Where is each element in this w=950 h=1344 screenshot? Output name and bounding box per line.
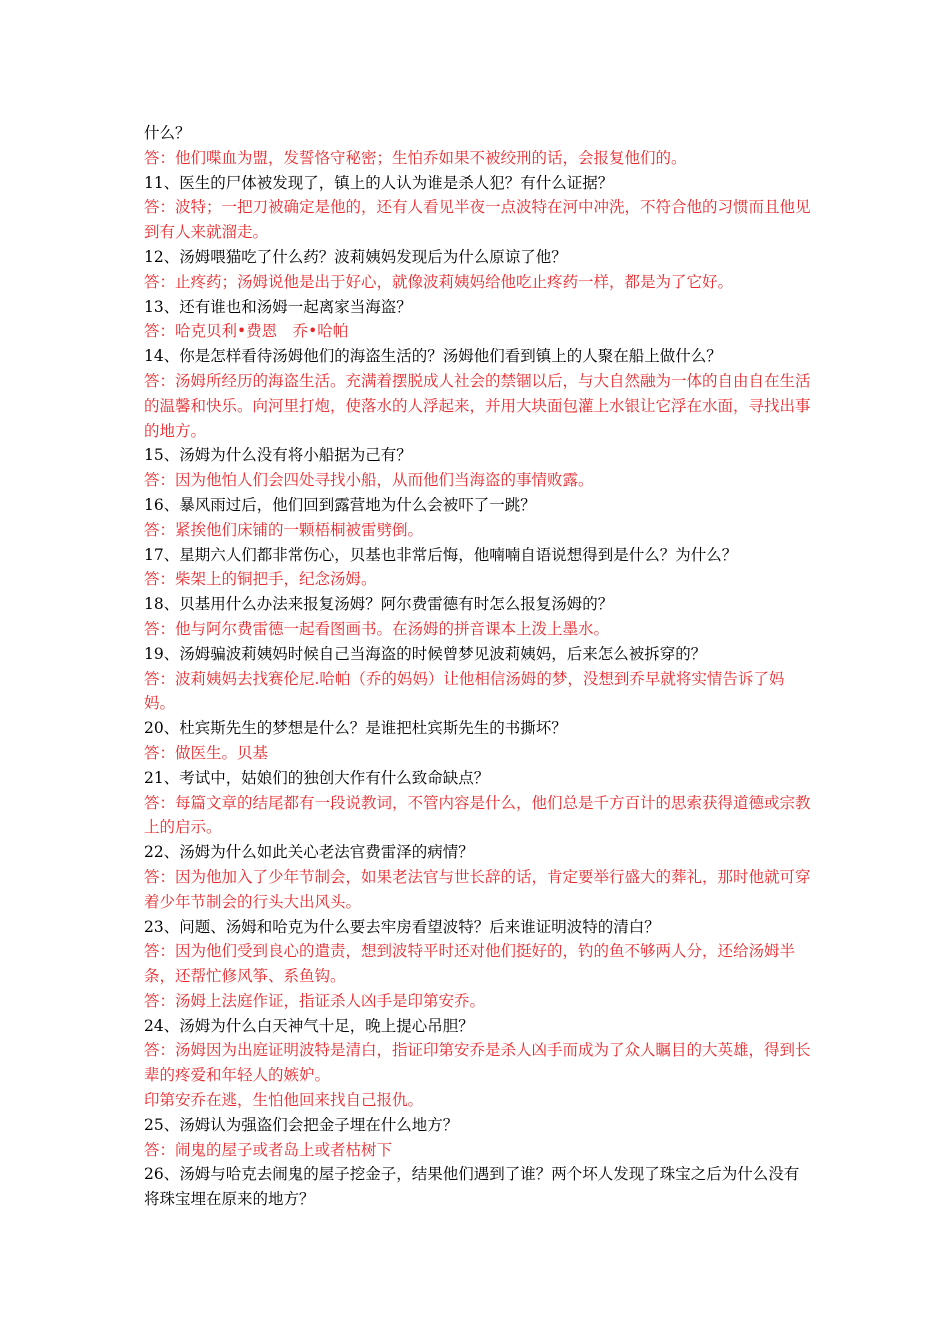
document-body — [144, 121, 812, 1212]
question-text: 20、杜宾斯先生的梦想是什么？是谁把杜宾斯先生的书撕坏？ — [144, 719, 567, 738]
question-text: 13、还有谁也和汤姆一起离家当海盗？ — [144, 297, 412, 316]
question-text: 12、汤姆喂猫吃了什么药？波莉姨妈发现后为什么原谅了他？ — [144, 247, 567, 266]
question-text: 17、星期六人们都非常伤心，贝基也非常后悔，他喃喃自语说想得到是什么？为什么？ — [144, 545, 738, 564]
answer-text: 答：闹鬼的屋子或者岛上或者枯树下 — [144, 1140, 393, 1159]
answer-text: 答：他与阿尔费雷德一起看图画书。在汤姆的拼音课本上泼上墨水。 — [144, 619, 610, 638]
question-text: 16、暴风雨过后，他们回到露营地为什么会被吓了一跳？ — [144, 495, 536, 514]
question-text: 什么？ — [144, 124, 191, 142]
answer-text: 答：汤姆上法庭作证，指证杀人凶手是印第安乔。 — [144, 991, 486, 1010]
answer-text: 答：因为他怕人们会四处寻找小船，从而他们当海盗的事情败露。 — [144, 471, 594, 490]
answer-text: 答：柴架上的铜把手，纪念汤姆。 — [144, 570, 377, 589]
question-text: 22、汤姆为什么如此关心老法官费雷泽的病情？ — [144, 843, 474, 862]
answer-text: 答：做医生。贝基 — [144, 743, 269, 762]
question-text: 21、考试中，姑娘们的独创大作有什么致命缺点？ — [144, 768, 490, 787]
question-text: 11、医生的尸体被发现了，镇上的人认为谁是杀人犯？有什么证据？ — [144, 173, 614, 192]
question-text: 14、你是怎样看待汤姆他们的海盗生活的？汤姆他们看到镇上的人聚在船上做什么？ — [144, 347, 722, 366]
answer-text: 答：紧挨他们床铺的一颗梧桐被雷劈倒。 — [144, 520, 424, 539]
question-text: 23、问题、汤姆和哈克为什么要去牢房看望波特？后来谁证明波特的清白？ — [144, 917, 660, 936]
answer-text: 答：止疼药；汤姆说他是出于好心，就像波莉姨妈给他吃止疼药一样，都是为了它好。 — [144, 272, 734, 291]
question-text: 19、汤姆骗波莉姨妈时候自己当海盗的时候曾梦见波莉姨妈，后来怎么被拆穿的？ — [144, 644, 707, 663]
question-text: 25、汤姆认为强盗们会把金子埋在什么地方？ — [144, 1115, 459, 1134]
question-text: 15、汤姆为什么没有将小船据为己有？ — [144, 446, 412, 465]
answer-text: 答：汤姆所经历的海盗生活。充满着摆脱成人社会的禁锢以后，与大自然融为一体的自由自在生活的温馨和快乐。向河里打炮，使落水的人浮起来，并用大块面包灌上水银让它浮在水面，寻找出事的地方。 — [144, 371, 811, 440]
answer-text: 答：因为他们受到良心的遣责，想到波特平时还对他们挺好的，钓的鱼不够两人分，还给汤姆半条，还帮忙修风筝、系鱼钩。 — [144, 942, 796, 986]
answer-text: 答：每篇文章的结尾都有一段说教词，不管内容是什么，他们总是千方百计的思索获得道德或宗教上的启示。 — [144, 793, 811, 837]
answer-text: 答：因为他加入了少年节制会，如果老法官与世长辞的话，肯定要举行盛大的葬礼，那时他就可穿着少年节制会的行头大出风头。 — [144, 867, 811, 911]
answer-text: 答：汤姆因为出庭证明波特是清白，指证印第安乔是杀人凶手而成为了众人瞩目的大英雄，得到长辈的疼爱和年轻人的嫉妒。 — [144, 1041, 811, 1085]
answer-text: 印第安乔在逃，生怕他回来找自己报仇。 — [144, 1091, 424, 1110]
question-text: 26、汤姆与哈克去闹鬼的屋子挖金子，结果他们遇到了谁？两个坏人发现了珠宝之后为什么没有将珠宝埋在原来的地方？ — [144, 1165, 800, 1209]
question-text: 18、贝基用什么办法来报复汤姆？阿尔费雷德有时怎么报复汤姆的？ — [144, 595, 614, 614]
question-text: 24、汤姆为什么白天神气十足，晚上提心吊胆？ — [144, 1016, 474, 1035]
answer-text: 答：他们喋血为盟，发誓恪守秘密；生怕乔如果不被绞刑的话，会报复他们的。 — [144, 148, 687, 167]
answer-text: 答：波莉姨妈去找赛伦尼.哈帕（乔的妈妈）让他相信汤姆的梦，没想到乔早就将实情告诉了妈妈。 — [144, 669, 785, 713]
answer-text: 答：哈克贝利•费恩 乔•哈帕 — [144, 322, 349, 341]
answer-text: 答：波特；一把刀被确定是他的，还有人看见半夜一点波特在河中冲洗，不符合他的习惯而且他见到有人来就溜走。 — [144, 198, 811, 242]
